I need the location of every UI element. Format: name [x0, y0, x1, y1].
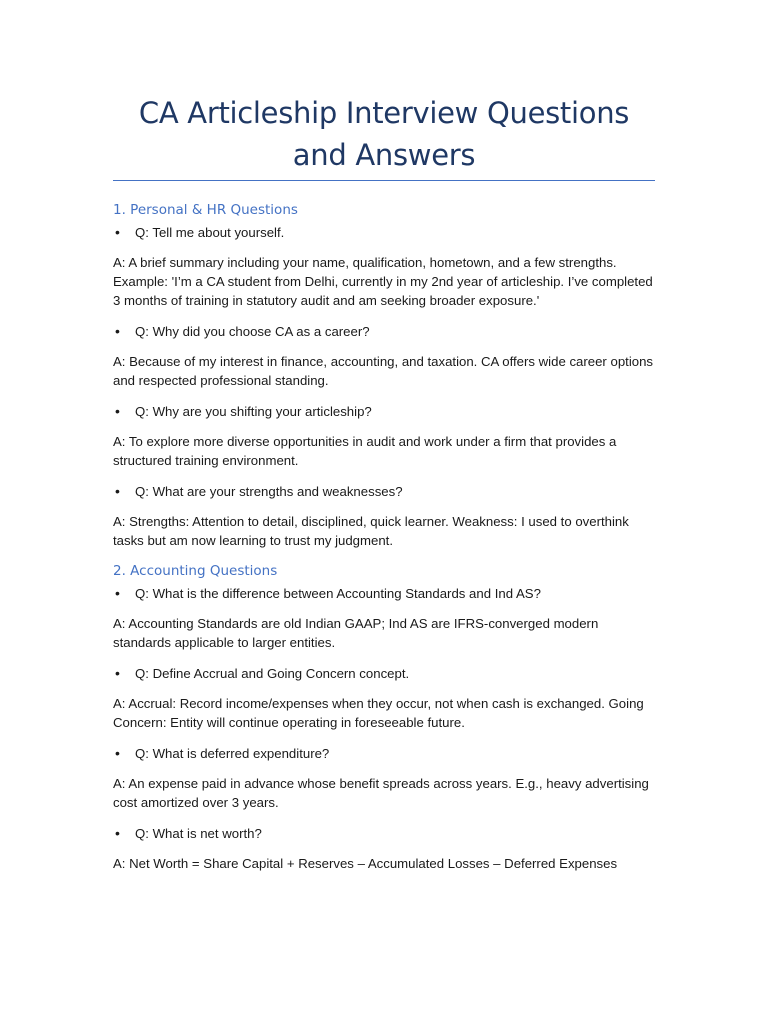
qa-item: [113, 824, 655, 873]
bullet-icon: •: [115, 224, 120, 240]
question-text: Q: Define Accrual and Going Concern concept.: [135, 666, 410, 681]
page-title: CA Articleship Interview Questions and Answers: [138, 96, 630, 172]
question: [113, 402, 655, 421]
bullet-icon: •: [115, 745, 120, 761]
bullet-icon: •: [115, 403, 120, 419]
question: [113, 482, 655, 501]
question: [113, 584, 655, 603]
title-divider: [113, 180, 655, 181]
question: [113, 824, 655, 843]
answer: A: To explore more diverse opportunities in audit and work under a firm that provides a structured training environment.: [113, 434, 617, 468]
answer: A: Strengths: Attention to detail, disciplined, quick learner. Weakness: I used to overthink tasks but am now learning to trust my judgment.: [113, 514, 629, 548]
question-text: Q: What is the difference between Accounting Standards and Ind AS?: [135, 586, 541, 601]
question-text: Q: Why did you choose CA as a career?: [135, 324, 370, 339]
bullet-icon: •: [115, 483, 120, 499]
bullet-icon: •: [115, 585, 120, 601]
section-heading-accounting: 2. Accounting Questions: [113, 563, 278, 579]
answer: A: Accounting Standards are old Indian GAAP; Ind AS are IFRS-converged modern standards applicable to larger entities.: [113, 616, 599, 650]
bullet-icon: •: [115, 665, 120, 681]
question-text: Q: What are your strengths and weaknesses?: [135, 484, 403, 499]
qa-item: [113, 223, 655, 310]
question: [113, 223, 655, 242]
question-text: Q: What is deferred expenditure?: [135, 746, 330, 761]
question: [113, 744, 655, 763]
answer: A: Net Worth = Share Capital + Reserves – Accumulated Losses – Deferred Expenses: [113, 856, 618, 871]
answer: A: A brief summary including your name, qualification, hometown, and a few strengths. Example: 'I’m a CA student from Delhi, currently in my 2nd year of articleship. I’ve completed 3 months of training in statutory audit and am seeking broader exposure.': [113, 255, 653, 308]
qa-item: [113, 744, 655, 812]
question: [113, 664, 655, 683]
question-text: Q: Tell me about yourself.: [135, 225, 285, 240]
qa-item: [113, 322, 655, 390]
section-heading-personal-hr: 1. Personal & HR Questions: [113, 202, 298, 218]
qa-item: [113, 584, 655, 652]
answer: A: Because of my interest in finance, accounting, and taxation. CA offers wide career options and respected professional standing.: [113, 354, 654, 388]
answer: A: An expense paid in advance whose benefit spreads across years. E.g., heavy advertising cost amortized over 3 years.: [113, 776, 649, 810]
question: [113, 322, 655, 341]
answer: A: Accrual: Record income/expenses when they occur, not when cash is exchanged. Going Concern: Entity will continue operating in foreseeable future.: [113, 696, 644, 730]
qa-item: [113, 664, 655, 732]
document-page: [113, 92, 655, 885]
bullet-icon: •: [115, 323, 120, 339]
bullet-icon: •: [115, 825, 120, 841]
question-text: Q: Why are you shifting your articleship?: [135, 404, 372, 419]
question-text: Q: What is net worth?: [135, 826, 262, 841]
qa-item: [113, 402, 655, 470]
qa-item: [113, 482, 655, 550]
